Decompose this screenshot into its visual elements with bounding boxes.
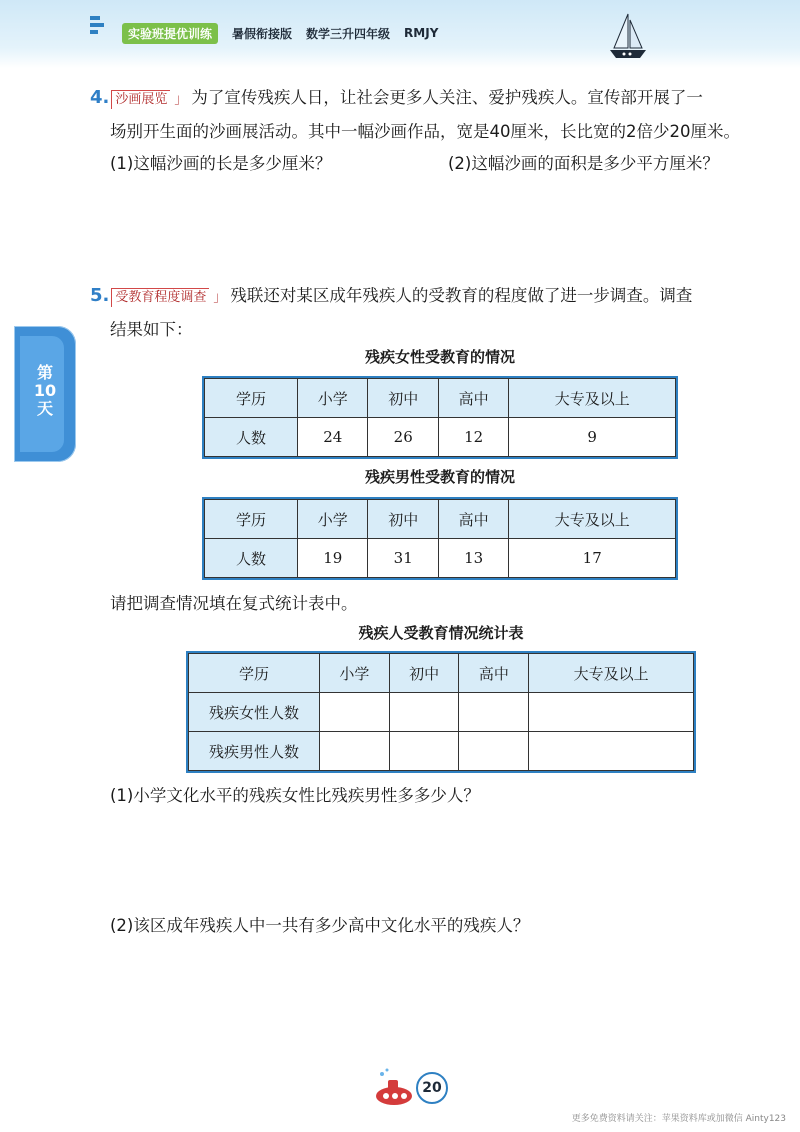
table3-blank-cell[interactable] bbox=[389, 693, 459, 732]
series-title: 实验班提优训练 bbox=[122, 23, 218, 44]
female-education-table bbox=[204, 378, 676, 457]
table2-value-cell: 17 bbox=[509, 539, 676, 578]
table3-blank-cell[interactable] bbox=[389, 732, 459, 771]
table2-header-cell: 小学 bbox=[298, 500, 368, 539]
footer-note: 更多免费资料请关注：苹果资料库或加微信 Ainty123 bbox=[571, 1114, 786, 1124]
table3-header-cell: 大专及以上 bbox=[529, 654, 694, 693]
submarine-icon bbox=[372, 1066, 420, 1110]
table1-header-cell: 高中 bbox=[438, 379, 508, 418]
table2-value-cell: 13 bbox=[438, 539, 508, 578]
edition-label: 暑假衔接版 bbox=[232, 26, 293, 41]
q4-line1 bbox=[90, 84, 703, 109]
publisher-label: RMJY bbox=[404, 26, 439, 40]
combined-statistics-table bbox=[188, 653, 694, 771]
q4-tag: 沙画展览 bbox=[111, 90, 170, 109]
table1-value-cell: 26 bbox=[368, 418, 438, 457]
table2-value-cell: 31 bbox=[368, 539, 438, 578]
q5-number: 5. bbox=[90, 285, 110, 306]
q5-tag: 受教育程度调查 bbox=[111, 288, 209, 307]
table3-row-label-female: 残疾女性人数 bbox=[189, 693, 320, 732]
instruction-text: 请把调查情况填在复式统计表中。 bbox=[110, 594, 358, 613]
q5-sub1: (1)小学文化水平的残疾女性比残疾男性多多少人？ bbox=[110, 786, 480, 805]
q4-text-line2: 场别开生面的沙画展活动。其中一幅沙画作品，宽是40厘米，长比宽的2倍少20厘米。 bbox=[110, 122, 740, 141]
table1-value-cell: 12 bbox=[438, 418, 508, 457]
day-label-number: 10 bbox=[33, 381, 57, 400]
q4-text-line1: 为了宣传残疾人日，让社会更多人关注、爱护残疾人。宣传部开展了一 bbox=[191, 88, 703, 107]
table1-row-label: 人数 bbox=[205, 418, 298, 457]
table1-value-cell: 24 bbox=[298, 418, 368, 457]
q4-sub1: (1)这幅沙画的长是多少厘米？ bbox=[110, 154, 332, 173]
q5-sub2: (2)该区成年残疾人中一共有多少高中文化水平的残疾人？ bbox=[110, 916, 530, 935]
table1-header-cell: 学历 bbox=[205, 379, 298, 418]
table3-blank-cell[interactable] bbox=[529, 693, 694, 732]
table3-blank-cell[interactable] bbox=[459, 693, 529, 732]
table1-title: 残疾女性受教育的情况 bbox=[364, 348, 515, 366]
table1-value-cell: 9 bbox=[509, 418, 676, 457]
table3-header-cell: 初中 bbox=[389, 654, 459, 693]
table1-header-cell: 大专及以上 bbox=[509, 379, 676, 418]
table2-header-cell: 初中 bbox=[368, 500, 438, 539]
male-education-table bbox=[204, 499, 676, 578]
table2-title: 残疾男性受教育的情况 bbox=[364, 468, 515, 486]
table3-row-label-male: 残疾男性人数 bbox=[189, 732, 320, 771]
table2-header-cell: 大专及以上 bbox=[509, 500, 676, 539]
day-label-prefix: 第 bbox=[36, 363, 53, 382]
table2-header-cell: 学历 bbox=[205, 500, 298, 539]
table3-header-cell: 高中 bbox=[459, 654, 529, 693]
table2-value-cell: 19 bbox=[298, 539, 368, 578]
table3-blank-cell[interactable] bbox=[320, 693, 390, 732]
subject-label: 数学三升四年级 bbox=[306, 26, 391, 41]
page-number: 20 bbox=[416, 1072, 448, 1104]
table3-blank-cell[interactable] bbox=[320, 732, 390, 771]
q5-line1 bbox=[90, 282, 692, 307]
q4-number: 4. bbox=[90, 87, 110, 108]
table3-title: 残疾人受教育情况统计表 bbox=[358, 624, 524, 642]
q5-text-line2: 结果如下： bbox=[110, 320, 193, 339]
table1-header-cell: 小学 bbox=[298, 379, 368, 418]
table2-row-label: 人数 bbox=[205, 539, 298, 578]
day-label-suffix: 天 bbox=[36, 399, 53, 418]
q5-tag-end: 」 bbox=[213, 290, 227, 305]
table2-header-cell: 高中 bbox=[438, 500, 508, 539]
table3-blank-cell[interactable] bbox=[459, 732, 529, 771]
table3-header-cell: 学历 bbox=[189, 654, 320, 693]
q4-sub2: (2)这幅沙画的面积是多少平方厘米？ bbox=[448, 154, 719, 173]
day-label bbox=[14, 364, 76, 418]
table3-header-cell: 小学 bbox=[320, 654, 390, 693]
day-side-tab bbox=[14, 326, 76, 462]
q5-text-line1: 残联还对某区成年残疾人的受教育的程度做了进一步调查。调查 bbox=[230, 286, 693, 305]
table3-blank-cell[interactable] bbox=[529, 732, 694, 771]
table1-header-cell: 初中 bbox=[368, 379, 438, 418]
q4-tag-end: 」 bbox=[174, 92, 188, 107]
